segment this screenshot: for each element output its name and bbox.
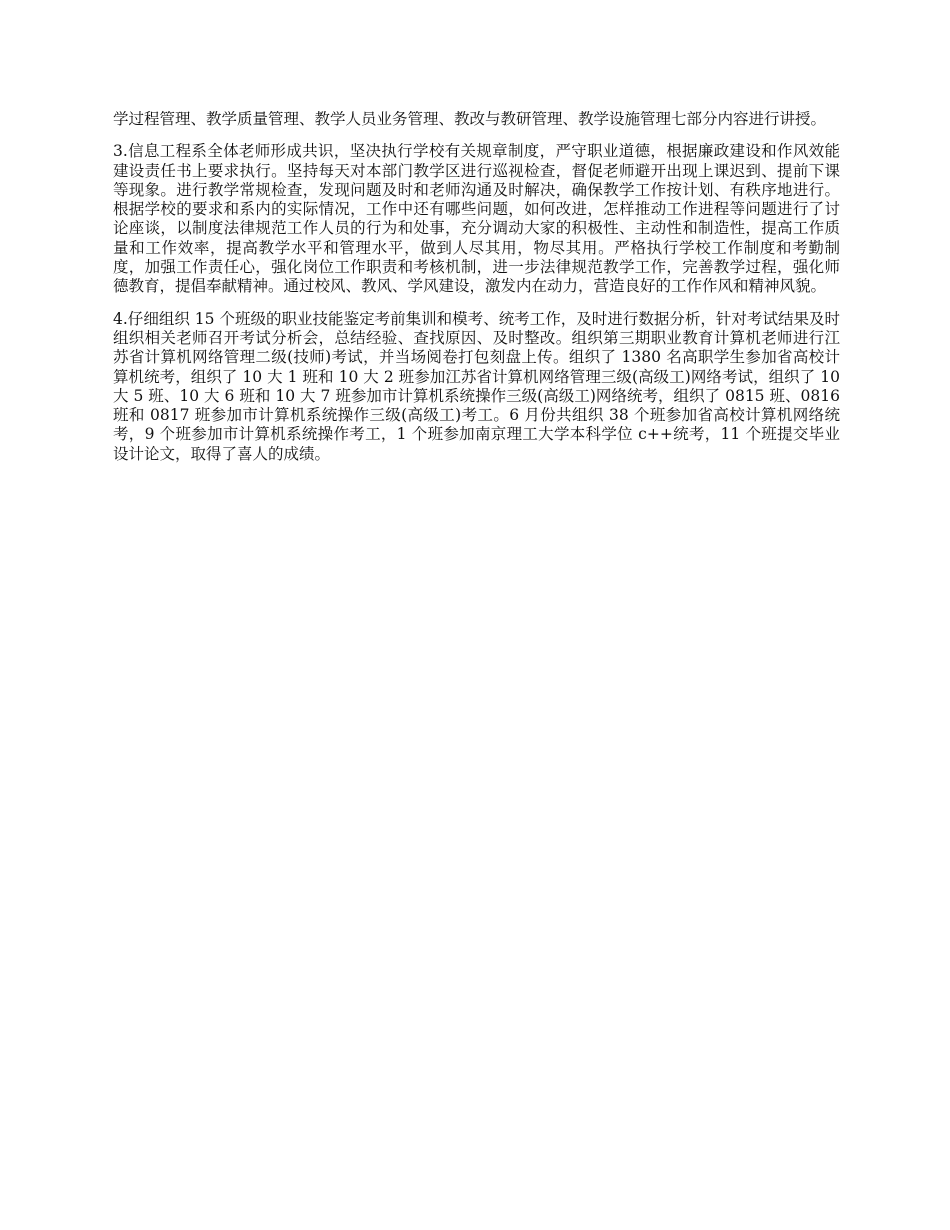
paragraph-teaching-management: 学过程管理、教学质量管理、教学人员业务管理、教改与教研管理、教学设施管理七部分内容进行讲授。 xyxy=(113,110,827,128)
paragraph-item-3: 3.信息工程系全体老师形成共识，坚决执行学校有关规章制度，严守职业道德，根据廉政建设和作风效能建设责任书上要求执行。坚持每天对本部门教学区进行巡视检查，督促老师避开出现上课迟到、提前下课等现象。进行教学常规检查，发现问题及时和老师沟通及时解决，确保教学工作按计划、有秩序地进行。根据学校的要求和系内的实际情况，工作中还有哪些问题，如何改进，怎样推动工作进程等问题进行了讨论座谈，以制度法律规范工作人员的行为和处事，充分调动大家的积极性、主动性和制造性，提高工作质量和工作效率，提高教学水平和管理水平，做到人尽其用，物尽其用。严格执行学校工作制度和考勤制度，加强工作责任心，强化岗位工作职责和考核机制，进一步法律规范教学工作，完善教学过程，强化师德教育，提倡奉献精神。通过校风、教风、学风建设，激发内在动力，营造良好的工作作风和精神风貌。 xyxy=(113,142,840,296)
paragraph-item-4: 4.仔细组织 15 个班级的职业技能鉴定考前集训和模考、统考工作，及时进行数据分析，针对考试结果及时组织相关老师召开考试分析会，总结经验、查找原因、及时整改。组织第三期职业教育计算机老师进行江苏省计算机网络管理二级(技师)考试，并当场阅卷打包刻盘上传。组织了 1380 名高职学生参加省高校计算机统考，组织了 10 大 1 班和 10 大 2 班参加江苏省计算机网络管理三级(高级工)网络考试，组织了 10 大 5 班、10 大 6 班和 10 大 7 班参加市计算机系统操作三级(高级工)网络统考，组织了 0815 班、0816 班和 0817 班参加市计算机系统操作三级(高级工)考工。6 月份共组织 38 个班参加省高校计算机网络统考，9 个班参加市计算机系统操作考工，1 个班参加南京理工大学本科学位 c++统考，11 个班提交毕业设计论文，取得了喜人的成绩。 xyxy=(113,309,840,463)
document-body xyxy=(113,110,840,477)
